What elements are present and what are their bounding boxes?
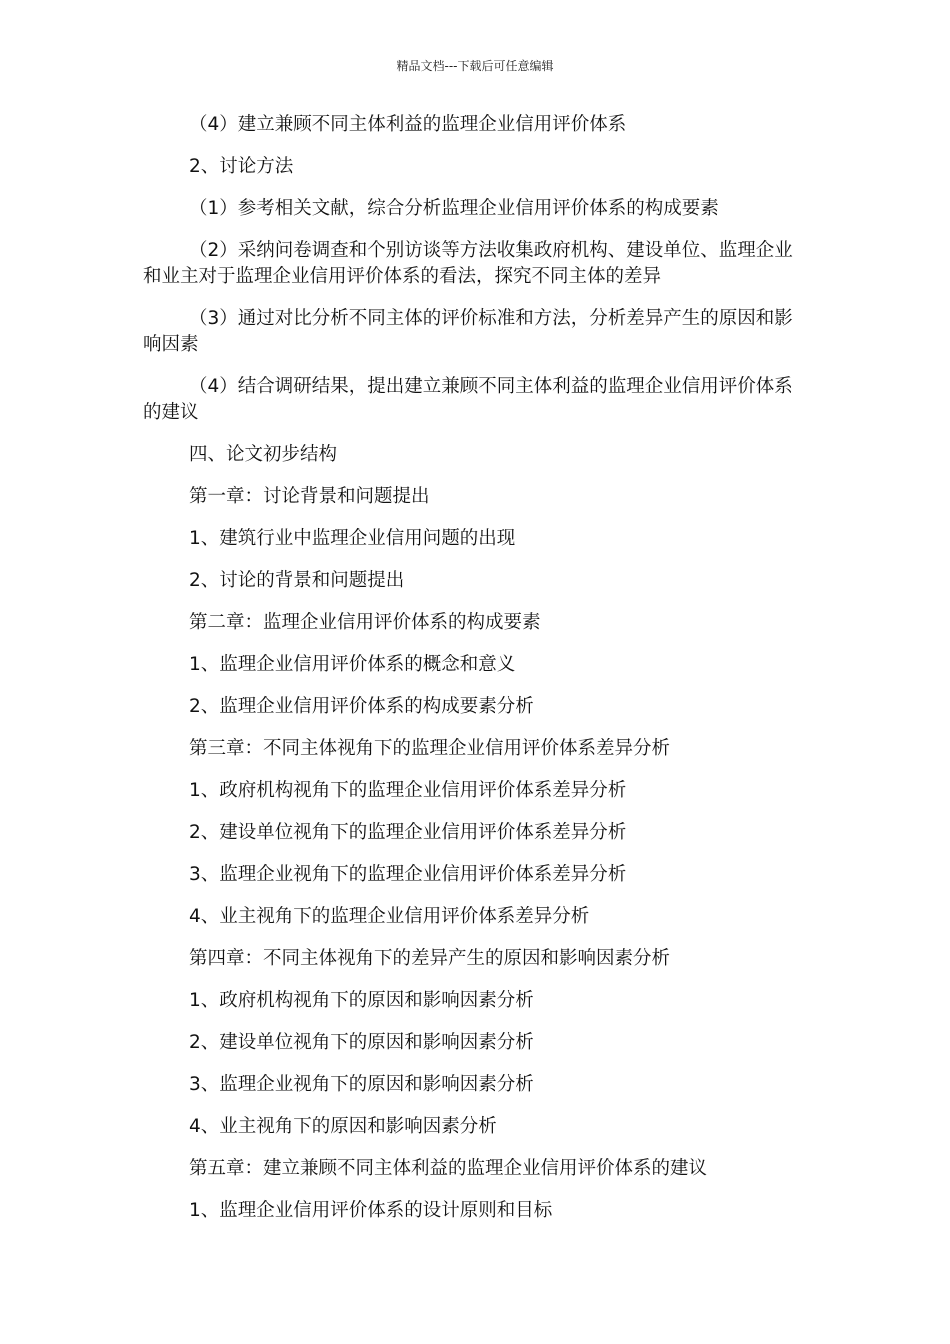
paragraph: （3）通过对比分析不同主体的评价标准和方法，分析差异产生的原因和影响因素 <box>143 308 793 355</box>
section-heading: 2、讨论方法 <box>189 156 294 177</box>
list-item: 1、政府机构视角下的监理企业信用评价体系差异分析 <box>189 780 627 801</box>
chapter-heading: 第二章：监理企业信用评价体系的构成要素 <box>189 612 541 633</box>
list-item: 2、讨论的背景和问题提出 <box>189 570 405 591</box>
list-item: 2、监理企业信用评价体系的构成要素分析 <box>189 696 534 717</box>
list-item: 3、监理企业视角下的原因和影响因素分析 <box>189 1074 534 1095</box>
list-item: 1、监理企业信用评价体系的概念和意义 <box>189 654 516 675</box>
section-heading: 四、论文初步结构 <box>189 444 338 465</box>
list-item: 1、建筑行业中监理企业信用问题的出现 <box>189 528 516 549</box>
paragraph: （4）结合调研结果，提出建立兼顾不同主体利益的监理企业信用评价体系的建议 <box>143 376 793 423</box>
list-item: 4、业主视角下的原因和影响因素分析 <box>189 1116 497 1137</box>
list-item: 1、政府机构视角下的原因和影响因素分析 <box>189 990 534 1011</box>
chapter-heading: 第三章：不同主体视角下的监理企业信用评价体系差异分析 <box>189 738 671 759</box>
list-item: 1、监理企业信用评价体系的设计原则和目标 <box>189 1200 553 1221</box>
list-item: 4、业主视角下的监理企业信用评价体系差异分析 <box>189 906 590 927</box>
paragraph: （4）建立兼顾不同主体利益的监理企业信用评价体系 <box>189 114 627 135</box>
list-item: 3、监理企业视角下的监理企业信用评价体系差异分析 <box>189 864 627 885</box>
list-item: 2、建设单位视角下的原因和影响因素分析 <box>189 1032 534 1053</box>
document-body <box>143 112 808 1240</box>
paragraph: （2）采纳问卷调查和个别访谈等方法收集政府机构、建设单位、监理企业和业主对于监理企业信用评价体系的看法，探究不同主体的差异 <box>143 240 793 287</box>
chapter-heading: 第一章：讨论背景和问题提出 <box>189 486 430 507</box>
paragraph: （1）参考相关文献，综合分析监理企业信用评价体系的构成要素 <box>189 198 719 219</box>
chapter-heading: 第五章：建立兼顾不同主体利益的监理企业信用评价体系的建议 <box>189 1158 708 1179</box>
list-item: 2、建设单位视角下的监理企业信用评价体系差异分析 <box>189 822 627 843</box>
page-header-watermark: 精品文档---下载后可任意编辑 <box>396 59 554 73</box>
chapter-heading: 第四章：不同主体视角下的差异产生的原因和影响因素分析 <box>189 948 671 969</box>
